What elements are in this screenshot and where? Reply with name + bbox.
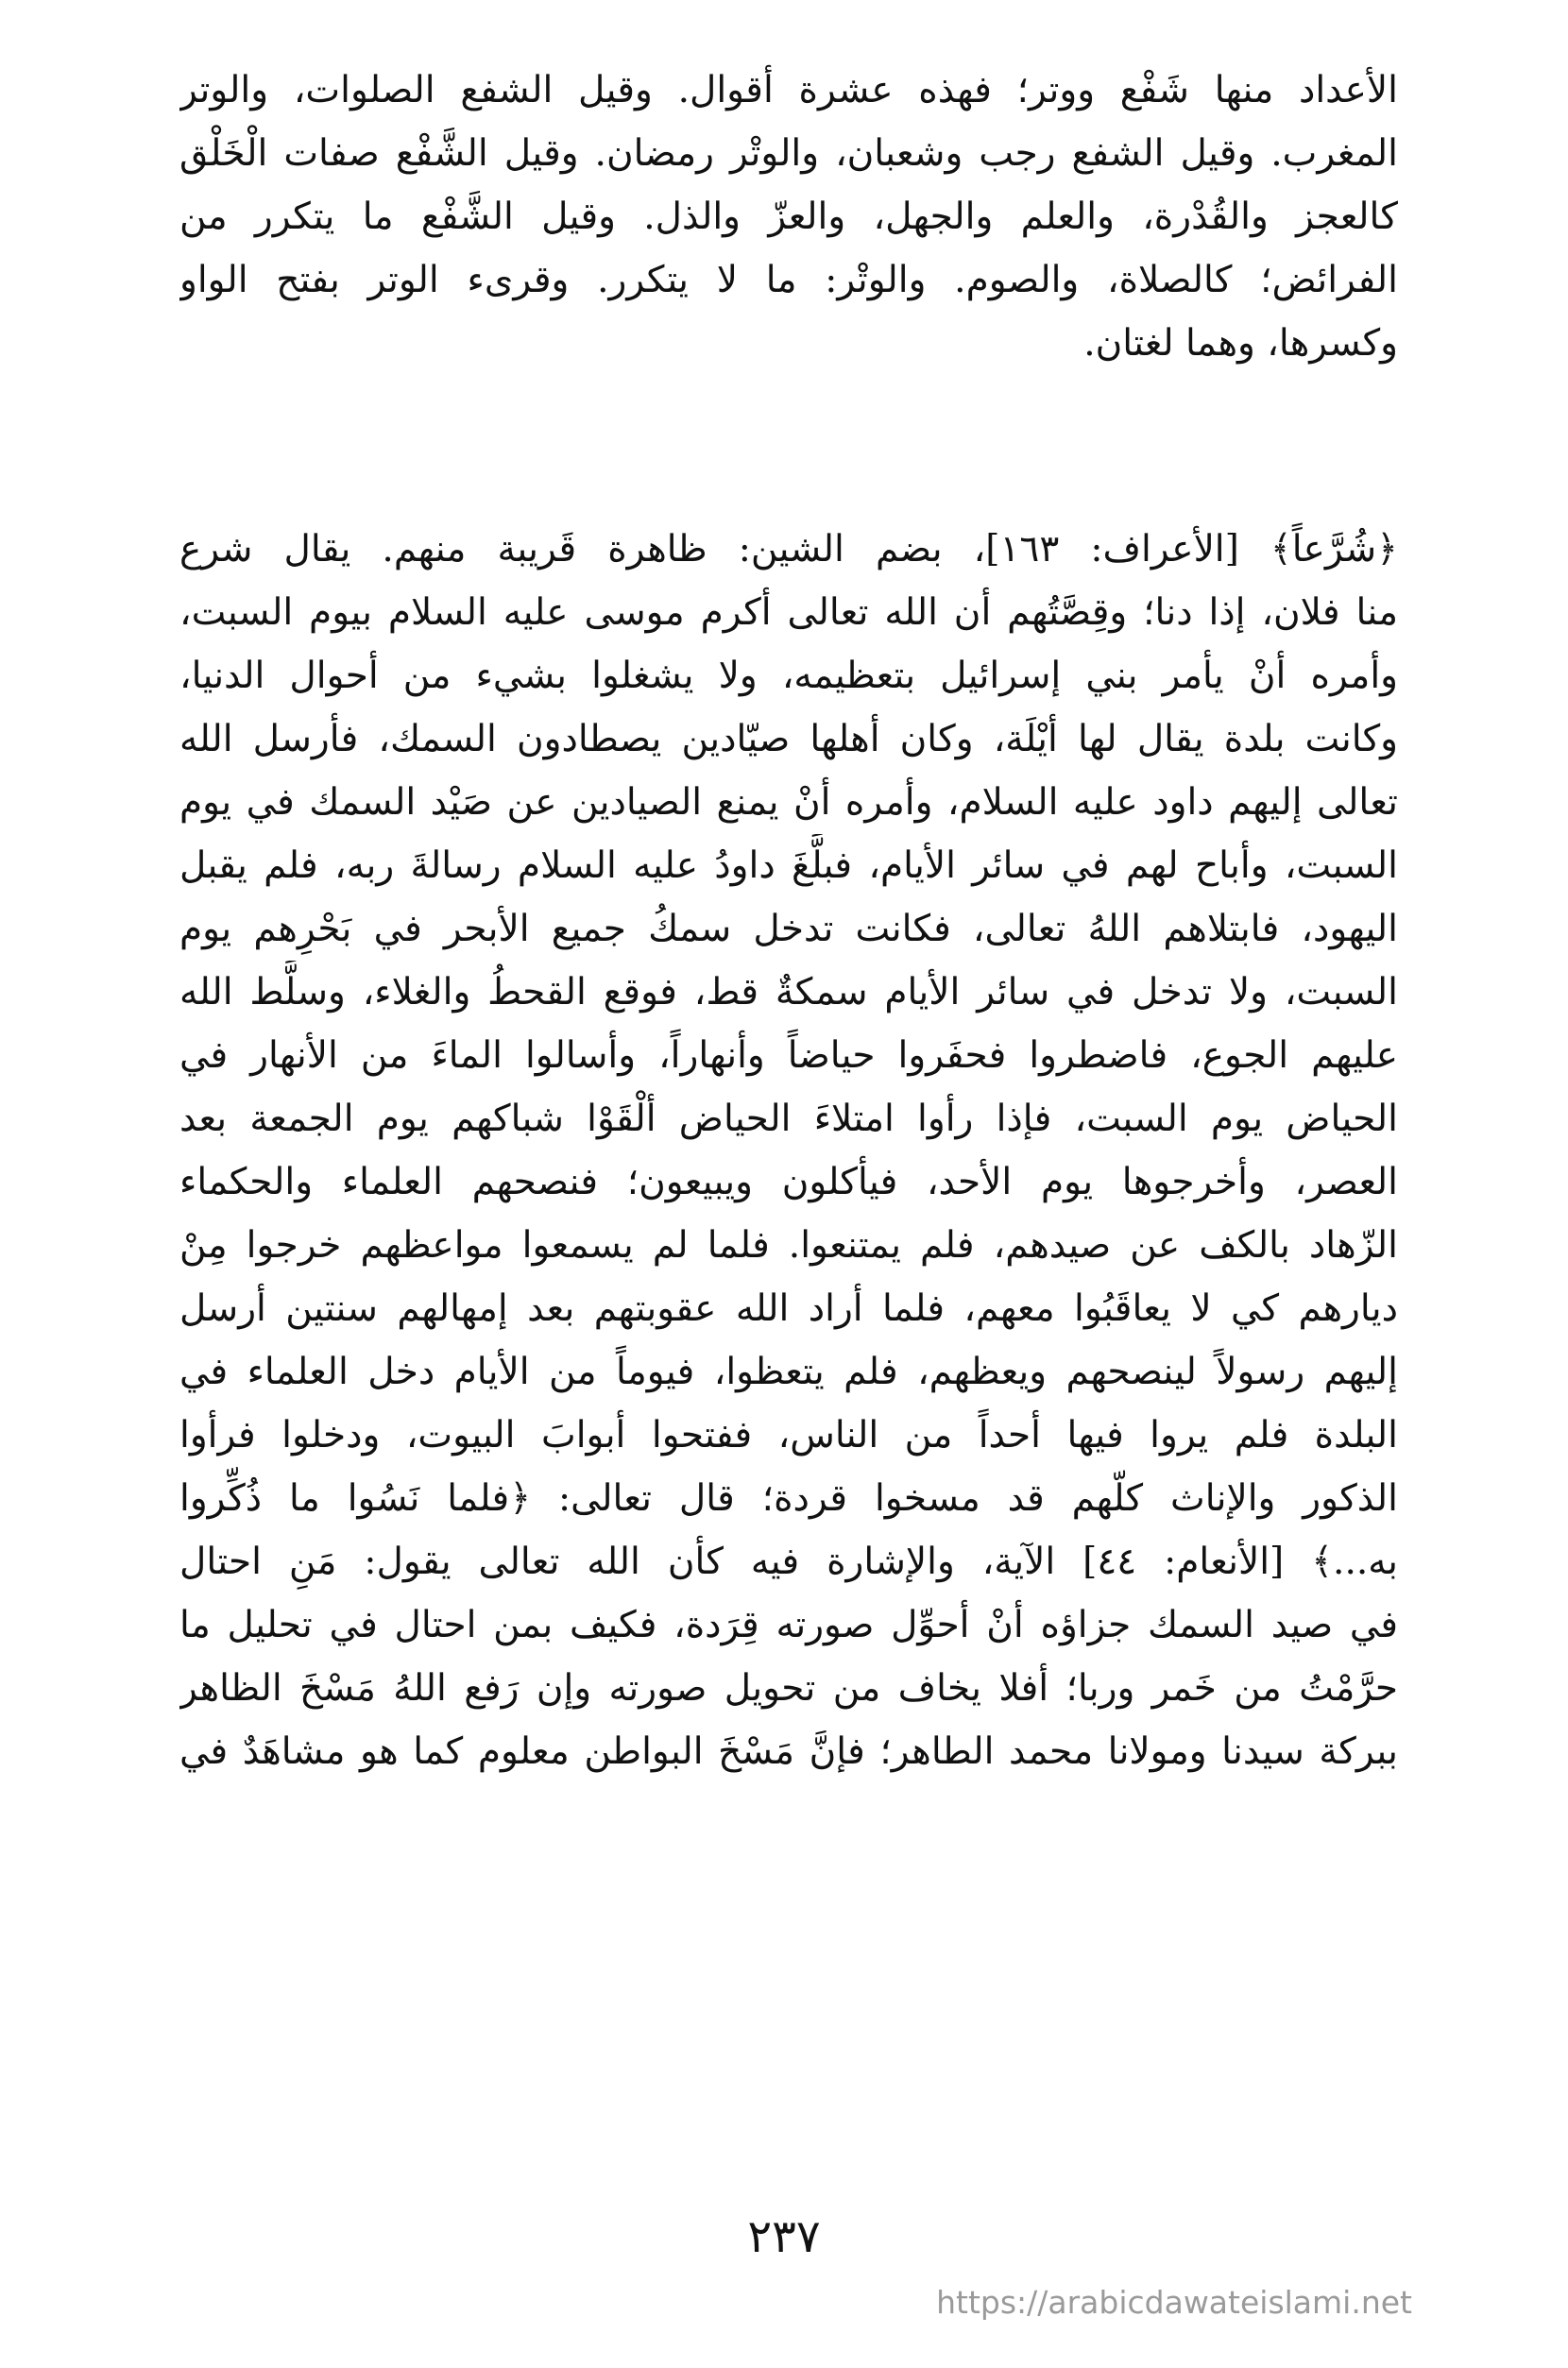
page-number: ٢٣٧	[747, 2210, 821, 2263]
text-line: تعالى إليهم داود عليه السلام، وأمره أنْ يمنع الصيادين عن صَيْد السمك في يوم	[179, 781, 1398, 824]
text-line: وأمره أنْ يأمر بني إسرائيل بتعظيمه، ولا يشغلوا بشيء من أحوال الدنيا،	[179, 655, 1398, 697]
text-line: ببركة سيدنا ومولانا محمد الطاهر؛ فإنَّ مَسْخَ البواطن معلوم كما هو مشاهَدٌ في	[179, 1730, 1398, 1773]
text-line: وكسرها، وهما لغتان.	[1083, 322, 1398, 365]
text-line: عليهم الجوع، فاضطروا فحفَروا حياضاً وأنهاراً، وأسالوا الماءَ من الأنهار في	[179, 1034, 1398, 1077]
paragraph-2	[179, 518, 1398, 1783]
text-line: البلدة فلم يروا فيها أحداً من الناس، ففتحوا أبوابَ البيوت، ودخلوا فرأوا	[179, 1414, 1398, 1457]
text-line: الأعداد منها شَفْع ووتر؛ فهذه عشرة أقوال. وقيل الشفع الصلوات، والوتر	[179, 69, 1398, 111]
text-line: منا فلان، إذا دنا؛ وقِصَّتُهم أن الله تعالى أكرم موسى عليه السلام بيوم السبت،	[179, 591, 1398, 634]
text-line: المغرب. وقيل الشفع رجب وشعبان، والوتْر رمضان. وقيل الشَّفْع صفات الْخَلْق	[179, 132, 1398, 175]
text-line: كالعجز والقُدْرة، والعلم والجهل، والعزّ والذل. وقيل الشَّفْع ما يتكرر من	[179, 196, 1398, 238]
text-line: الحياض يوم السبت، فإذا رأوا امتلاءَ الحياض ألْقَوْا شباكهم يوم الجمعة بعد	[179, 1098, 1398, 1140]
text-line: السبت، ولا تدخل في سائر الأيام سمكةٌ قط، فوقع القحطُ والغلاء، وسلَّط الله	[179, 971, 1398, 1014]
text-line: وكانت بلدة يقال لها أيْلَة، وكان أهلها صيّادين يصطادون السمك، فأرسل الله	[179, 718, 1398, 760]
text-line: ﴿شُرَّعاً﴾ [الأعراف: ١٦٣]، بضم الشين: ظاهرة قَريبة منهم. يقال شرع	[179, 528, 1398, 571]
text-line: حرَّمْتُ من خَمر وربا؛ أفلا يخاف من تحويل صورته وإن رَفع اللهُ مَسْخَ الظاهر	[179, 1667, 1398, 1710]
text-line: به...﴾ [الأنعام: ٤٤] الآية، والإشارة فيه كأن الله تعالى يقول: مَنِ احتال	[179, 1541, 1398, 1583]
text-line: إليهم رسولاً لينصحهم ويعظهم، فلم يتعظوا، فيوماً من الأيام دخل العلماء في	[179, 1351, 1398, 1393]
text-line: الزّهاد بالكف عن صيدهم، فلم يمتنعوا. فلما لم يسمعوا مواعظهم خرجوا مِنْ	[179, 1224, 1398, 1267]
text-line: السبت، وأباح لهم في سائر الأيام، فبلَّغَ داودُ عليه السلام رسالةَ ربه، فلم يقبل	[179, 844, 1398, 887]
text-line: العصر، وأخرجوها يوم الأحد، فيأكلون ويبيعون؛ فنصحهم العلماء والحكماء	[179, 1161, 1398, 1203]
text-line: الذكور والإناث كلّهم قد مسخوا قردة؛ قال تعالى: ﴿فلما نَسُوا ما ذُكِّروا	[179, 1477, 1398, 1520]
text-line: ديارهم كي لا يعاقَبُوا معهم، فلما أراد الله عقوبتهم بعد إمهالهم سنتين أرسل	[179, 1287, 1398, 1330]
text-line: في صيد السمك جزاؤه أنْ أحوِّل صورته قِرَدة، فكيف بمن احتال في تحليل ما	[179, 1604, 1398, 1646]
text-line: اليهود، فابتلاهم اللهُ تعالى، فكانت تدخل سمكُ جميع الأبحر في بَحْرِهم يوم	[179, 908, 1398, 950]
watermark-url: https://arabicdawateislami.net	[936, 2284, 1412, 2321]
text-line: الفرائض؛ كالصلاة، والصوم. والوتْر: ما لا يتكرر. وقرىء الوتر بفتح الواو	[179, 259, 1398, 301]
paragraph-1	[179, 59, 1398, 375]
